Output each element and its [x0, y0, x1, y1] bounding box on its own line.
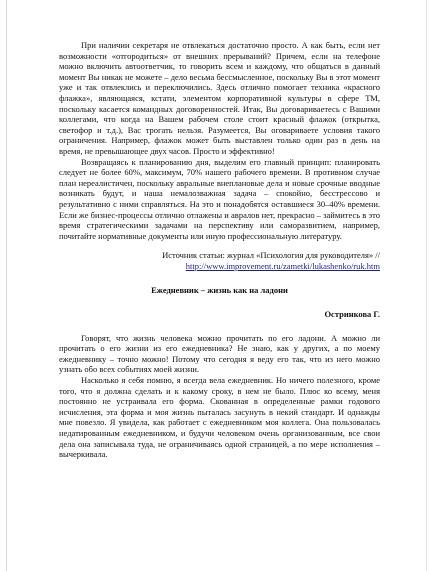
body-paragraph: Возвращаясь к планированию дня, выделим его главный принцип: планировать следует не более 60%, максимум, 70% нашего рабочего времени. В противном случае план нереалистичен, поскольку авральные внеплановые дела и новые срочные вводные возникать будут, и наша немалозважная задача – спокойно, бесстрессово и результативно с ними справляться. На это и понадобятся оставшиеся 30–40% времени. Если же бизнес-процессы отлично отлажены и авралов нет, прекрасно – займитесь в это время стратегическими задачами на перспективу или саморазвитием, например, почитайте нормативные документы или иную профессиональную литературу.: [59, 156, 380, 241]
source-citation: [59, 250, 380, 271]
page-right-edge: [426, 0, 427, 571]
document-body: [59, 40, 380, 460]
body-paragraph: Насколько я себя помню, я всегда вела ежедневник. Но ничего полезного, кроме того, что я должна сделать и к какому сроку, в нем не было. Плюс ко всему, меня постоянно не устраивала его форма. Скованная в определенные рамки годового исчисления, эта форма и моя жизнь пыталась засунуть в некий стандарт. И однажды мне повезло. Я увидела, как работает с ежедневником моя коллега. Она пользовалась недатированным ежедневником, и будучи человеком очень организованным, все свои дела она записывала туда, не ограничиваясь одной страницей, а по мере исполнения – вычеркивала.: [59, 375, 380, 460]
body-paragraph: При наличии секретаря не отвлекаться достаточно просто. А как быть, если нет возможности «отгородиться» от внешних прерываний? Причем, если на телефоне можно включить автоответчик, то говорить всем и каждому, что общаться в данный момент Вы никак не можете – дело весьма бессмысленное, поскольку Вы в этот момент уже и так отвлеклись и переключились. Здесь отлично помогает техника «красного флажка», являющаяся, кстати, элементом корпоративной культуры в сфере ТМ, поскольку касается командных договоренностей. Итак, Вы договариваетесь с Вашими коллегами, что когда на Вашем рабочем столе стоит красный флажок (открытка, светофор и т.д.), Вас трогать нельзя. Разумеется, Вы оговариваете условия такого ограничения. Например, флажок может быть выставлен только один раз в день на время, не превышающее двух часов. Просто и эффективно!: [59, 40, 380, 156]
source-link[interactable]: http://www.improvement.ru/zametki/lukashenko/ruk.htm: [185, 260, 380, 271]
article-author: Остринкова Г.: [324, 309, 380, 320]
body-paragraph: Говорят, что жизнь человека можно прочитать по его ладони. А можно ли прочитать о его жизни из его ежедневника? Не знаю, как у других, а по моему ежедневнику – точно можно! Потому что сегодня я веду его так, что из него можно узнать обо всех событиях моей жизни.: [59, 332, 380, 375]
source-label: Источник статьи: журнал «Психология для руководителя» //: [162, 250, 380, 261]
article-title: Ежедневник – жизнь как на ладони: [151, 285, 288, 296]
page-left-edge: [6, 0, 7, 571]
